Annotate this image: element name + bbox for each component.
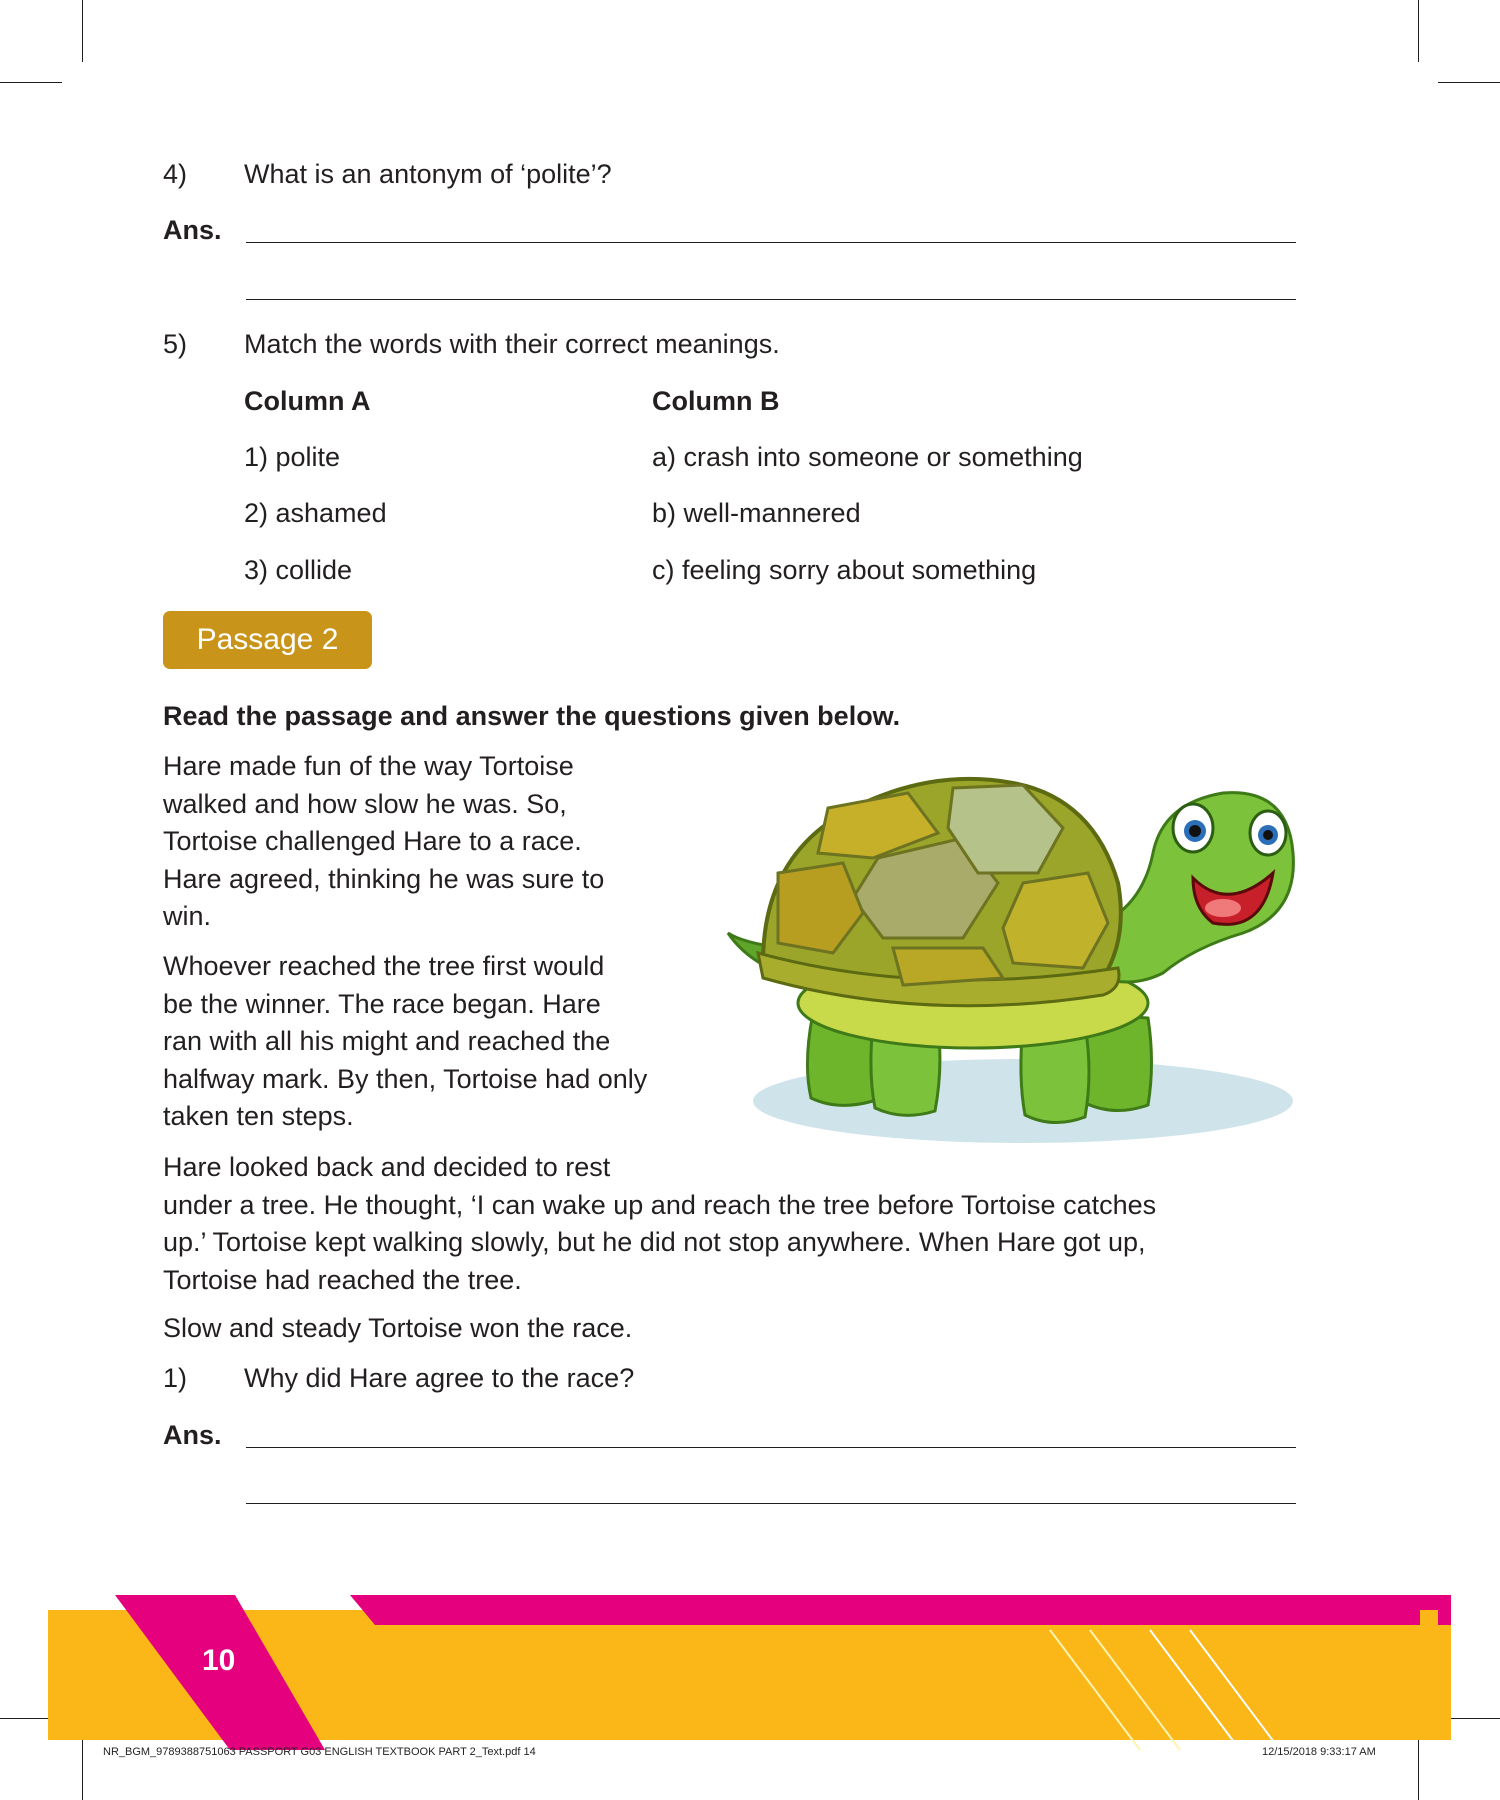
question-number: 1)	[163, 1363, 188, 1393]
passage-paragraph-2	[163, 948, 647, 1136]
passage-line: Hare looked back and decided to rest	[163, 1152, 611, 1182]
match-item-b: a) crash into someone or something	[652, 442, 1083, 472]
match-item-a: 1) polite	[244, 442, 341, 472]
footer-band	[0, 1590, 1500, 1800]
answer-label: Ans.	[163, 1420, 222, 1450]
question-number: 4)	[163, 159, 188, 189]
answer-line[interactable]	[246, 242, 1296, 243]
passage-instruction: Read the passage and answer the questions given below.	[163, 701, 901, 731]
answer-line[interactable]	[246, 299, 1296, 300]
print-file-info: NR_BGM_9789388751063 PASSPORT G03 ENGLISH TEXTBOOK PART 2_Text.pdf 14	[103, 1746, 536, 1758]
passage-paragraph-1	[163, 748, 604, 936]
question-text: Why did Hare agree to the race?	[244, 1363, 635, 1393]
passage-paragraph-3	[163, 1149, 1156, 1299]
match-item-a: 3) collide	[244, 555, 353, 585]
passage-line: up.’ Tortoise kept walking slowly, but he did not stop anywhere. When Hare got up,	[163, 1227, 1146, 1257]
question-text: Match the words with their correct meanings.	[244, 329, 780, 359]
crop-mark	[1418, 0, 1419, 62]
passage-badge: Passage 2	[163, 611, 372, 669]
passage-line: Whoever reached the tree first would	[163, 951, 605, 981]
passage-line: under a tree. He thought, ‘I can wake up and reach the tree before Tortoise catches	[163, 1189, 1157, 1220]
match-item-b: b) well-mannered	[652, 498, 861, 528]
question-text: What is an antonym of ‘polite’?	[244, 159, 612, 189]
passage-line: ran with all his might and reached the	[163, 1026, 611, 1056]
passage-line: Tortoise challenged Hare to a race.	[163, 826, 582, 856]
passage-line: halfway mark. By then, Tortoise had only	[163, 1063, 648, 1094]
passage-line: Tortoise had reached the tree.	[163, 1264, 522, 1295]
crop-mark	[82, 0, 83, 62]
answer-line[interactable]	[246, 1447, 1296, 1448]
passage-line: Hare made fun of the way Tortoise	[163, 751, 574, 781]
print-timestamp: 12/15/2018 9:33:17 AM	[1262, 1746, 1376, 1758]
passage-line: taken ten steps.	[163, 1101, 354, 1131]
tortoise-illustration	[723, 763, 1297, 1148]
column-a-header: Column A	[244, 386, 371, 416]
passage-line: win.	[163, 901, 212, 931]
column-b-header: Column B	[652, 386, 780, 416]
crop-mark	[0, 82, 62, 83]
match-item-b: c) feeling sorry about something	[652, 555, 1037, 585]
page-number: 10	[202, 1644, 236, 1677]
passage-line: Hare agreed, thinking he was sure to	[163, 863, 605, 894]
question-number: 5)	[163, 329, 188, 359]
match-item-a: 2) ashamed	[244, 498, 387, 528]
passage-line: walked and how slow he was. So,	[163, 788, 567, 819]
passage-line: be the winner. The race began. Hare	[163, 988, 601, 1019]
answer-line[interactable]	[246, 1503, 1296, 1504]
answer-label: Ans.	[163, 215, 222, 245]
passage-paragraph-4: Slow and steady Tortoise won the race.	[163, 1313, 633, 1343]
crop-mark	[1438, 82, 1500, 83]
